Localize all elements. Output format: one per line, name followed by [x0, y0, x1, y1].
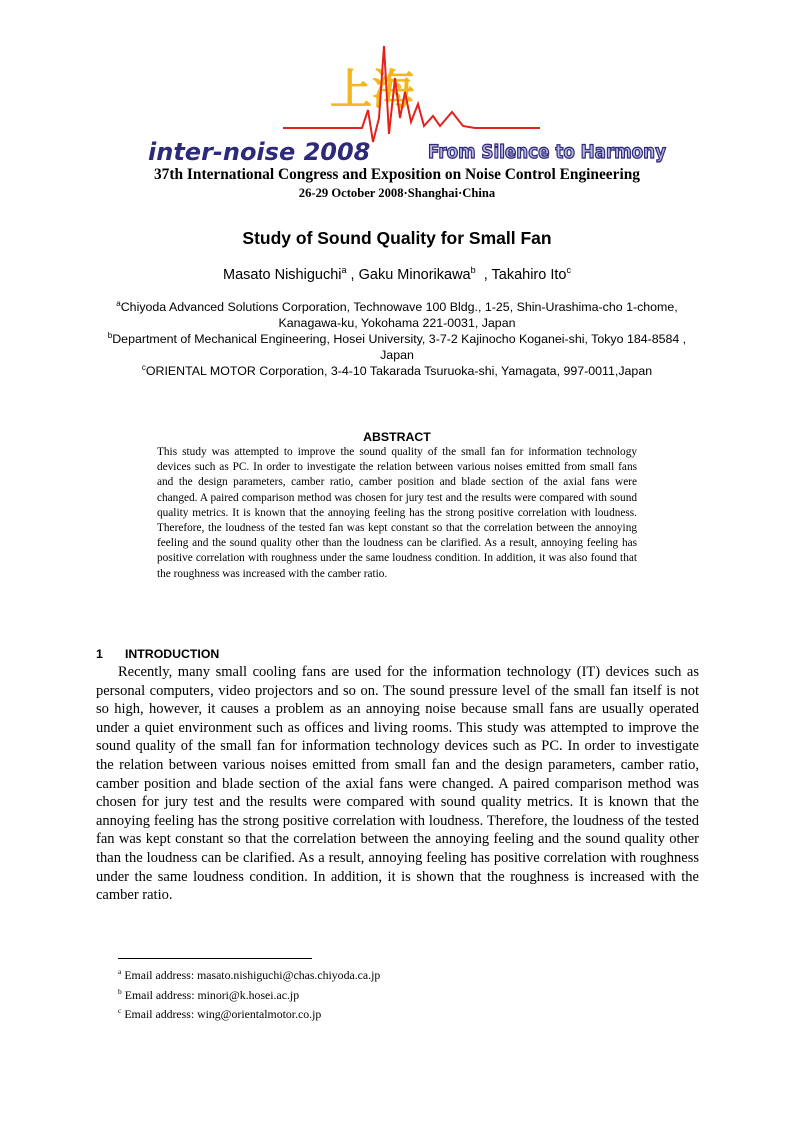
- footnote-mark: c: [118, 1006, 122, 1015]
- author-name: Gaku Minorikawa: [358, 267, 471, 283]
- author-name: Masato Nishiguchi: [223, 267, 342, 283]
- affiliation-mark: a: [116, 299, 121, 308]
- footnote-divider: [118, 958, 312, 959]
- affiliation: [100, 328, 694, 363]
- section-heading: [96, 647, 219, 661]
- author-separator: ,: [346, 267, 359, 283]
- abstract-text: This study was attempted to improve the sound quality of the small fan for information technology devices such as PC. In order to investigate the relation between various noises emitted from small fans and the design parameters, camber ratio, camber position and blade section of the axial fans were changed. A paired comparison method was chosen for jury test and the results were compared with sound quality metrics. It is known that the annoying feeling has the strong positive correlation with loudness. Therefore, the loudness of the tested fan was kept constant so that the correlation between the annoying feeling and the sound quality other than the loudness can be clarified. As a result, annoying feeling has positive correlation with roughness under the same loudness condition. In addition, it was also found that the roughness was increased with the camber ratio.: [157, 446, 637, 580]
- author-mark: c: [566, 265, 571, 275]
- affiliation-mark: c: [141, 363, 146, 372]
- logo-name: inter-noise 2008: [148, 138, 371, 166]
- introduction-text: Recently, many small cooling fans are used for the information technology (IT) devices such as personal computers, video projectors and so on. The sound pressure level of the small fan itself is not so high, however, it causes a problem as an annoying noise because small fans are usually operated under a quiet environment such as offices and living rooms. This study was attempted to improve the sound quality of the small fan for information technology devices such as PC. In order to investigate the relation between various noises emitted from small fan and the design parameters, camber ratio, camber position and blade section of the axial fans were changed. A paired comparison method was chosen for jury test and the results were compared with sound quality metrics. It is known that the annoying feeling has the strong positive correlation with loudness. Therefore, the loudness of the tested fan was kept constant so that the correlation between the annoying feeling and the sound quality other than the loudness can be clarified. As a result, annoying feeling has positive correlation with roughness under the same loudness condition. In addition, it is shown that the roughness is increased with the camber ratio.: [96, 664, 699, 904]
- section-number: 1: [96, 647, 103, 661]
- affiliation: [100, 360, 694, 380]
- logo-glyphs: 上海: [330, 65, 415, 114]
- footnote-text: Email address: masato.nishiguchi@chas.chiyoda.ca.jp: [124, 968, 381, 982]
- footnote-mark: a: [118, 967, 122, 976]
- congress-title: 37th International Congress and Exposition on Noise Control Engineering: [153, 166, 640, 183]
- footnotes: [118, 964, 618, 1023]
- author-name: Takahiro Ito: [491, 267, 567, 283]
- author-mark: a: [341, 265, 347, 275]
- footnote: [118, 984, 618, 1004]
- footnote: [118, 1003, 618, 1023]
- author-list: [0, 265, 794, 283]
- logo-graphic: [0, 0, 794, 170]
- section-title: INTRODUCTION: [125, 647, 220, 661]
- introduction-paragraph: [96, 663, 699, 905]
- conference-logo: [0, 0, 794, 170]
- footnote-mark: b: [118, 986, 122, 996]
- paper-title: Study of Sound Quality for Small Fan: [242, 228, 552, 248]
- footnote: [118, 964, 618, 984]
- affiliation-text: Chiyoda Advanced Solutions Corporation, Technowave 100 Bldg., 1-25, Shin-Urashima-cho 1-chome, Kanagawa-ku, Yokohama 221-0031, Japan: [120, 300, 678, 330]
- affiliation-mark: b: [107, 331, 113, 340]
- author-separator: ,: [475, 267, 492, 283]
- affiliation-text: ORIENTAL MOTOR Corporation, 3-4-10 Takarada Tsuruoka-shi, Yamagata, 997-0011,Japan: [145, 364, 653, 378]
- footnote-text: Email address: minori@k.hosei.ac.jp: [124, 987, 300, 1002]
- affiliation-text: Department of Mechanical Engineering, Hosei University, 3-7-2 Kajinocho Koganei-shi, Tokyo 184-8584 , Japan: [112, 332, 687, 362]
- logo-slogan: From Silence to Harmony: [428, 141, 667, 163]
- congress-date: 26-29 October 2008·Shanghai·China: [298, 186, 496, 200]
- footnote-text: Email address: wing@orientalmotor.co.jp: [124, 1007, 322, 1021]
- abstract-heading: ABSTRACT: [363, 430, 431, 444]
- affiliation: [100, 296, 694, 331]
- author-mark: b: [470, 265, 476, 275]
